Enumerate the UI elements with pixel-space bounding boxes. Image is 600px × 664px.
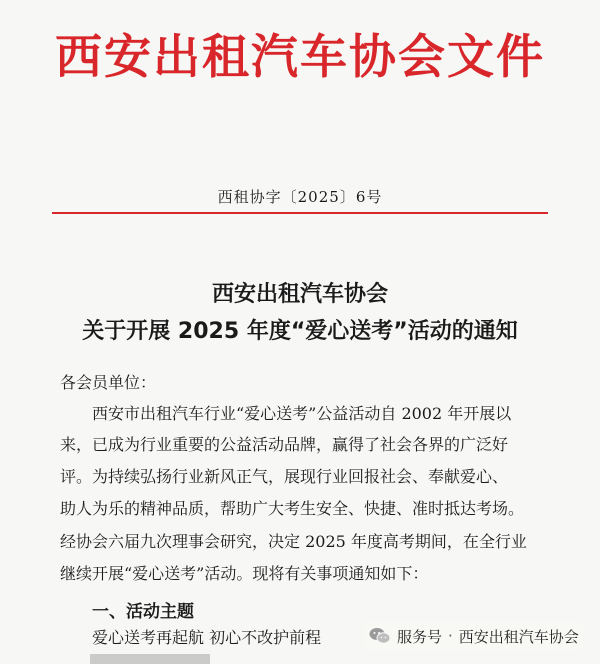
body-line: 评。为持续弘扬行业新风正气，展现行业回报社会、奉献爱心、 — [60, 467, 509, 486]
body-line: 经协会六届九次理事会研究，决定 2025 年度高考期间，在全行业 — [60, 532, 527, 551]
activity-theme-text: 爱心送考再起航 初心不改护前程 — [92, 628, 322, 647]
document-header-title: 西安出租汽车协会文件 — [55, 30, 545, 85]
wechat-watermark — [365, 622, 583, 650]
watermark-separator: · — [448, 627, 453, 645]
body-line: 西安市出租汽车行业“爱心送考”公益活动自 2002 年开展以 — [92, 404, 512, 423]
salutation: 各会员单位： — [60, 373, 157, 392]
notice-title-line2: 关于开展 2025 年度“爱心送考”活动的通知 — [82, 319, 518, 344]
document-number: 西租协字〔2025〕6号 — [217, 188, 383, 206]
header-red-rule — [52, 212, 548, 214]
section-heading-activity-theme: 一、活动主题 — [92, 602, 194, 622]
watermark-label: 服务号 — [397, 627, 443, 646]
wechat-icon — [369, 627, 391, 645]
body-line: 继续开展“爱心送考”活动。现将有关事项通知如下： — [60, 564, 429, 583]
notice-title-line1: 西安出租汽车协会 — [211, 282, 388, 307]
body-line: 助人为乐的精神品质，帮助广大考生安全、快捷、准时抵达考场。 — [60, 499, 525, 518]
body-line: 来，已成为行业重要的公益活动品牌，赢得了社会各界的广泛好 — [60, 435, 509, 454]
watermark-account: 西安出租汽车协会 — [458, 627, 579, 646]
next-heading-clipped — [90, 654, 210, 664]
